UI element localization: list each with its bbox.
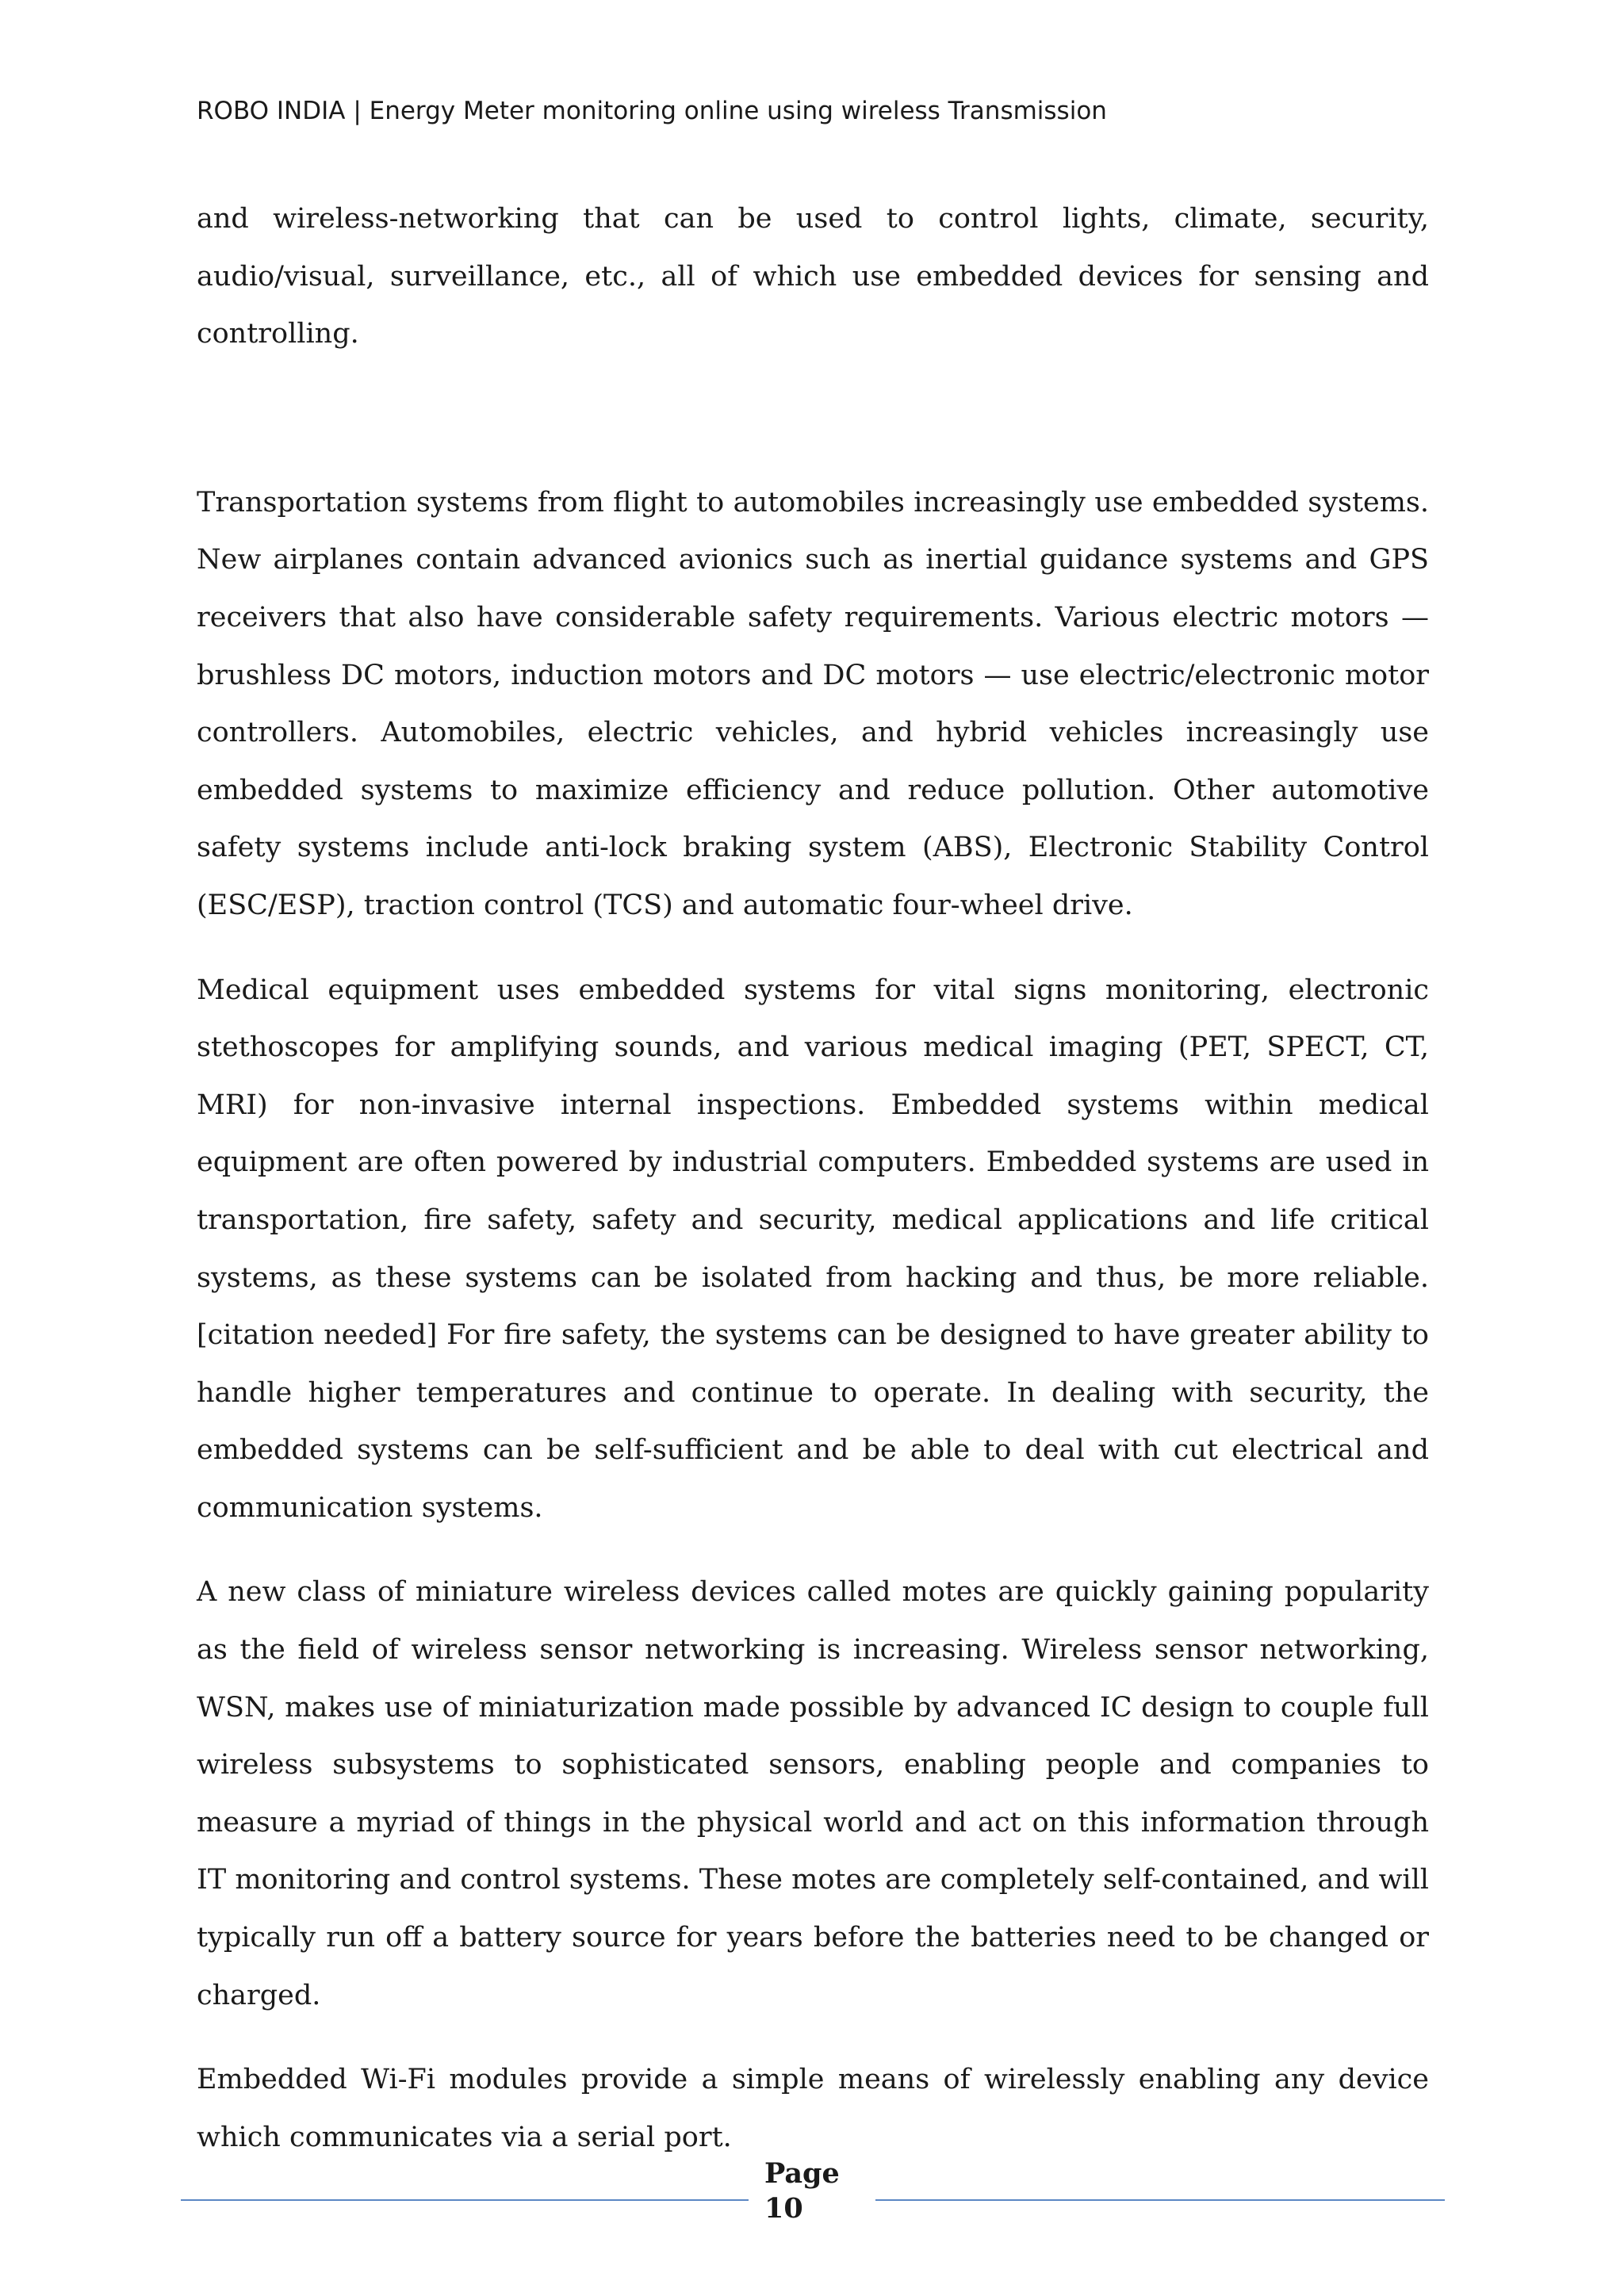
paragraph-medical: Medical equipment uses embedded systems for vital signs monitoring, electronic stethoscopes for amplifying sounds, and various medical imaging (PET, SPECT, CT, MRI) for non-invasive internal inspections. Embedded systems within medical equipment are often powered by industrial computers. Embedded systems are used in transportation, fire safety, safety and security, medical applications and life critical systems, as these systems can be isolated from hacking and thus, be more reliable.[citation needed] For fire safety, the systems can be designed to have greater ability to handle higher temperatures and continue to operate. In dealing with security, the embedded systems can be self-sufficient and be able to deal with cut electrical and communication systems. [197, 974, 1429, 1524]
paragraph-home-automation: and wireless-networking that can be used to control lights, climate, security, audio/visual, surveillance, etc., all of which use embedded devices for sensing and controlling. [197, 203, 1429, 350]
document-body [197, 190, 1429, 2193]
document-header: ROBO INDIA | Energy Meter monitoring online using wireless Transmission [197, 97, 1107, 125]
page-word: Page [764, 2157, 840, 2190]
page-number-label [764, 2156, 840, 2226]
page-number: 10 [764, 2192, 803, 2225]
paragraph-transportation: Transportation systems from flight to automobiles increasingly use embedded systems. New airplanes contain advanced avionics such as inertial guidance systems and GPS receivers that also have considerable safety requirements. Various electric motors — brushless DC motors, induction motors and DC motors — use electric/electronic motor controllers. Automobiles, electric vehicles, and hybrid vehicles increasingly use embedded systems to maximize efficiency and reduce pollution. Other automotive safety systems include anti-lock braking system (ABS), Electronic Stability Control (ESC/ESP), traction control (TCS) and automatic four-wheel drive. [197, 486, 1429, 921]
footer-rule-left [181, 2199, 749, 2201]
page-footer [0, 2156, 1624, 2228]
paragraph-wireless-sensors: A new class of miniature wireless devices called motes are quickly gaining popularity as the field of wireless sensor networking is increasing. Wireless sensor networking, WSN, makes use of miniaturization made possible by advanced IC design to couple full wireless subsystems to sophisticated sensors, enabling people and companies to measure a myriad of things in the physical world and act on this information through IT monitoring and control systems. These motes are completely self-contained, and will typically run off a battery source for years before the batteries need to be changed or charged. [197, 1576, 1429, 2011]
paragraph-wifi-modules: Embedded Wi-Fi modules provide a simple means of wirelessly enabling any device which communicates via a serial port. [197, 2064, 1429, 2153]
footer-rule-right [875, 2199, 1445, 2201]
